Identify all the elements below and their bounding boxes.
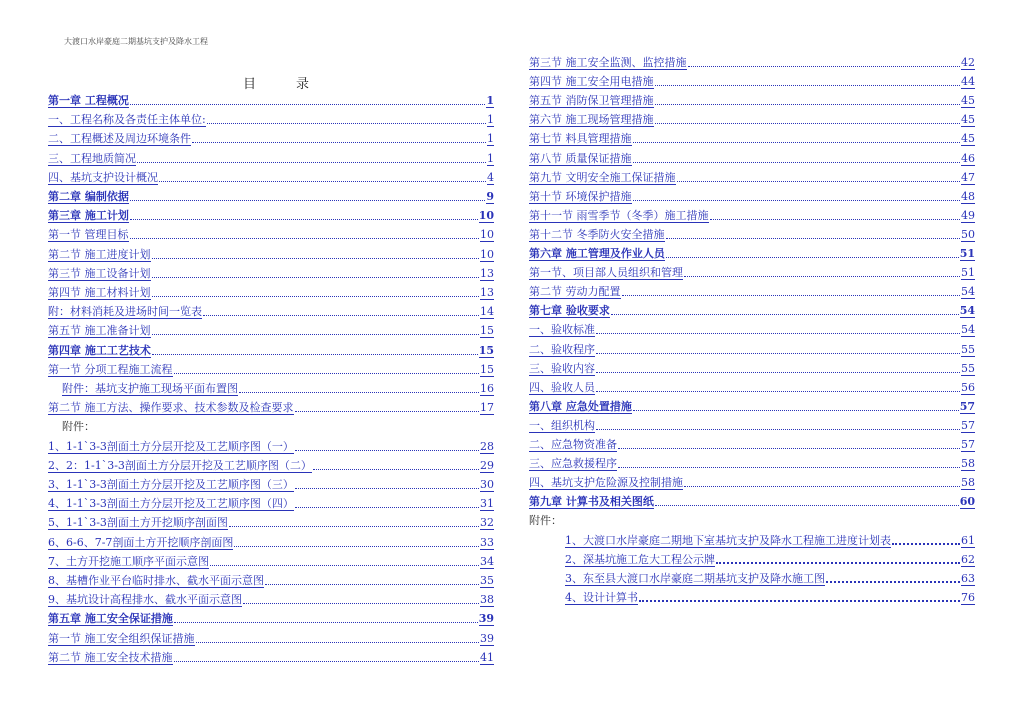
toc-entry-link[interactable] (529, 321, 975, 337)
dot-leader (152, 334, 480, 335)
toc-entry-link[interactable] (529, 474, 975, 490)
toc-entry-title: 二、应急物资准备 (529, 438, 617, 451)
dot-leader (265, 584, 479, 585)
toc-page-number: 30 (480, 478, 494, 491)
toc-page-number: 54 (961, 285, 975, 299)
toc-entry-title: 第三节 施工安全监测、监控措施 (529, 56, 687, 69)
dot-leader (655, 123, 961, 124)
dot-leader (666, 257, 959, 258)
toc-entry-link[interactable] (529, 379, 975, 395)
toc-entry-link[interactable] (529, 150, 975, 166)
toc-entry-link[interactable] (529, 264, 975, 280)
toc-page-number: 1 (487, 132, 494, 146)
toc-entry-title: 3、东至县大渡口水岸豪庭二期基坑支护及降水施工图 (565, 571, 825, 585)
toc-page-number: 51 (961, 266, 975, 280)
toc-entry-title: 第一节、项目部人员组织和管理 (529, 266, 683, 280)
toc-entry-title: 第二节 劳动力配置 (529, 285, 621, 299)
toc-chapter-link[interactable] (529, 493, 975, 509)
toc-chapter-link[interactable] (48, 92, 494, 108)
toc-page-number: 45 (961, 94, 975, 108)
toc-entry-title: 一、工程名称及各责任主体单位: (48, 113, 206, 127)
toc-page-number: 76 (961, 590, 975, 604)
dot-leader (892, 543, 960, 545)
dot-leader (130, 238, 480, 239)
toc-entry-title: 第十节 环境保护措施 (529, 189, 632, 203)
toc-entry-title: 第十一节 雨雪季节（冬季）施工措施 (529, 208, 709, 222)
toc-entry-link[interactable] (529, 207, 975, 223)
toc-entry-link[interactable] (48, 534, 494, 550)
dot-leader (234, 546, 479, 547)
toc-page-number: 42 (961, 56, 975, 69)
toc-entry-title: 6、6-6、7-7剖面土方开挖顺序剖面图 (48, 535, 234, 549)
toc-page-number: 17 (480, 401, 494, 415)
dot-leader (239, 392, 479, 393)
toc-page-number: 61 (961, 533, 975, 547)
toc-page-number: 29 (480, 458, 494, 472)
toc-entry-title: 第一节 施工安全组织保证措施 (48, 631, 195, 645)
toc-page-number: 16 (480, 382, 494, 395)
toc-entry-title: 8、基槽作业平台临时排水、截水平面示意图 (48, 574, 264, 587)
toc-page-number: 15 (478, 343, 494, 357)
toc-page-number: 55 (961, 361, 975, 375)
toc-chapter-link[interactable] (48, 610, 494, 626)
toc-entry-title: 一、组织机构 (529, 418, 595, 432)
dot-leader (655, 505, 959, 506)
dot-leader (618, 448, 960, 449)
toc-page-number: 44 (961, 75, 975, 89)
toc-entry-link[interactable] (529, 226, 975, 242)
toc-page-number: 45 (961, 132, 975, 146)
toc-entry-link[interactable] (48, 457, 494, 473)
toc-entry-title: 四、基坑支护危险源及控制措施 (529, 476, 683, 490)
dot-leader (622, 295, 961, 296)
toc-entry-title: 第四章 施工工艺技术 (48, 343, 151, 357)
dot-leader (210, 565, 479, 566)
toc-page-number: 58 (961, 476, 975, 490)
toc-entry-title: 第一节 管理目标 (48, 228, 129, 242)
dot-leader (295, 488, 479, 489)
toc-page-number: 57 (961, 418, 975, 432)
dot-leader (655, 104, 961, 105)
toc-page-number: 57 (959, 399, 975, 413)
toc-page-number: 58 (961, 457, 975, 471)
toc-entry-title: 三、验收内容 (529, 361, 595, 375)
toc-entry-title: 第五节 施工准备计划 (48, 324, 151, 338)
toc-entry-title: 附件：基坑支护施工现场平面布置图 (62, 382, 238, 395)
toc-chapter-link[interactable] (48, 342, 494, 358)
toc-page-number: 1 (487, 113, 494, 127)
toc-page-number: 13 (480, 286, 494, 299)
toc-entry-title: 第一章 工程概况 (48, 94, 129, 107)
toc-page-number: 14 (480, 305, 494, 319)
toc-entry-link[interactable] (529, 436, 975, 452)
toc-entry-link[interactable] (529, 417, 975, 433)
toc-entry-title: 四、验收人员 (529, 380, 595, 394)
toc-page-number: 47 (961, 170, 975, 184)
dot-leader (174, 661, 480, 662)
dot-leader (716, 562, 960, 564)
dot-leader (633, 410, 959, 411)
toc-page-number: 10 (480, 228, 494, 242)
toc-title: 目录 (243, 77, 350, 92)
toc-page-number: 57 (961, 438, 975, 451)
toc-page-number: 56 (961, 380, 975, 394)
dot-leader (174, 373, 480, 374)
dot-leader (159, 181, 486, 182)
toc-entry-link[interactable] (529, 188, 975, 204)
toc-chapter-link[interactable] (48, 188, 494, 204)
dot-leader (666, 238, 961, 239)
toc-entry-title: 二、验收程序 (529, 342, 595, 356)
toc-page-number: 45 (961, 113, 975, 127)
dot-leader (618, 467, 960, 468)
toc-entry-link[interactable] (48, 150, 494, 166)
dot-leader (633, 200, 961, 201)
toc-page-number: 31 (480, 497, 494, 511)
toc-page-number: 54 (959, 304, 975, 318)
dot-leader (313, 469, 479, 470)
toc-entry-link[interactable] (48, 572, 494, 588)
dot-leader (229, 526, 479, 527)
toc-entry-title: 第三节 施工设备计划 (48, 266, 151, 280)
dot-leader (130, 219, 478, 220)
dot-leader (174, 622, 478, 623)
toc-entry-title: 第四节 施工材料计划 (48, 286, 151, 299)
dot-leader (596, 391, 960, 392)
toc-page-number: 15 (480, 362, 494, 376)
toc-page-number: 63 (961, 571, 975, 585)
toc-page-number: 32 (480, 516, 494, 530)
toc-entry-link[interactable] (48, 265, 494, 281)
toc-entry-link[interactable] (529, 589, 975, 605)
toc-entry-link[interactable] (529, 92, 975, 108)
dot-leader (639, 600, 960, 602)
toc-entry-title: 第八章 应急处置措施 (529, 399, 632, 413)
toc-chapter-link[interactable] (529, 398, 975, 414)
dot-leader (655, 85, 961, 86)
toc-entry-link[interactable] (48, 591, 494, 607)
toc-page-number: 38 (480, 593, 494, 607)
toc-entry-link[interactable] (48, 649, 494, 665)
dot-leader (688, 66, 961, 67)
toc-entry-title: 3、1-1`3-3剖面土方分层开挖及工艺顺序图（三） (48, 478, 294, 491)
dot-leader (684, 276, 960, 277)
toc-entry-title: 第四节 施工安全用电措施 (529, 75, 654, 89)
toc-entry-title: 四、基坑支护设计概况 (48, 170, 158, 184)
toc-page-number: 41 (480, 650, 494, 664)
toc-label: 附件： (529, 514, 562, 528)
toc-page-number: 50 (961, 227, 975, 241)
toc-entry-title: 三、应急救援程序 (529, 457, 617, 471)
toc-entry-title: 5、1-1`3-3剖面土方开挖顺序剖面图 (48, 516, 228, 530)
toc-page-number: 54 (961, 323, 975, 337)
toc-entry-title: 第六章 施工管理及作业人员 (529, 247, 665, 260)
toc-entry-link[interactable] (529, 341, 975, 357)
dot-leader (596, 429, 960, 430)
dot-leader (152, 354, 478, 355)
dot-leader (596, 372, 960, 373)
dot-leader (295, 507, 479, 508)
toc-entry-link[interactable] (48, 303, 494, 319)
toc-entry-title: 第二节 施工安全技术措施 (48, 650, 173, 664)
toc-entry-link[interactable] (48, 495, 494, 511)
dot-leader (243, 603, 479, 604)
dot-leader (196, 642, 480, 643)
toc-entry-link[interactable] (48, 553, 494, 569)
toc-page-number: 62 (961, 552, 975, 566)
toc-entry-title: 1、大渡口水岸豪庭二期地下室基坑支护及降水工程施工进度计划表 (565, 533, 891, 547)
toc-page-number: 49 (961, 208, 975, 222)
toc-entry-link[interactable] (48, 111, 494, 127)
toc-page-number: 33 (480, 535, 494, 549)
toc-entry-title: 4、1-1`3-3剖面土方分层开挖及工艺顺序图（四） (48, 497, 294, 511)
toc-page-number: 4 (487, 170, 494, 184)
toc-entry-title: 第二节 施工进度计划 (48, 247, 151, 261)
toc-entry-link[interactable] (529, 551, 975, 567)
toc-page-number: 55 (961, 342, 975, 356)
toc-entry-link[interactable] (48, 514, 494, 530)
toc-entry-link[interactable] (48, 284, 494, 300)
toc-chapter-link[interactable] (48, 207, 494, 223)
toc-entry-title: 2、深基坑施工危大工程公示牌 (565, 552, 715, 566)
dot-leader (130, 200, 486, 201)
toc-entry-title: 第三章 施工计划 (48, 209, 129, 223)
toc-page-number: 1 (486, 94, 494, 107)
toc-entry-title: 附：材料消耗及进场时间一览表 (48, 305, 202, 319)
toc-entry-link[interactable] (529, 130, 975, 146)
dot-leader (152, 277, 480, 278)
toc-entry-link[interactable] (48, 630, 494, 646)
toc-entry-link[interactable] (529, 111, 975, 127)
toc-page-number: 34 (480, 554, 494, 568)
dot-leader (826, 581, 960, 583)
dot-leader (152, 296, 480, 297)
toc-entry-title: 第六节 施工现场管理措施 (529, 113, 654, 127)
toc-entry-title: 第九节 文明安全施工保证措施 (529, 170, 676, 184)
toc-page-number: 51 (959, 247, 975, 260)
dot-leader (710, 219, 961, 220)
toc-entry-title: 4、设计计算书 (565, 590, 638, 604)
toc-chapter-link[interactable] (529, 245, 975, 261)
toc-entry-link[interactable] (48, 380, 494, 396)
toc-entry-link[interactable] (529, 532, 975, 548)
toc-entry-title: 第八节 质量保证措施 (529, 151, 632, 165)
page-header: 大渡口水岸豪庭二期基坑支护及降水工程 (64, 37, 208, 46)
toc-entry-title: 第七节 料具管理措施 (529, 132, 632, 146)
toc-entry-link[interactable] (48, 130, 494, 146)
dot-leader (295, 450, 479, 451)
toc-entry-link[interactable] (529, 360, 975, 376)
toc-entry-title: 7、土方开挖施工顺序平面示意图 (48, 554, 209, 568)
toc-page-number: 28 (480, 439, 494, 453)
toc-chapter-link[interactable] (529, 302, 975, 318)
toc-entry-link[interactable] (48, 361, 494, 377)
dot-leader (611, 314, 959, 315)
dot-leader (192, 142, 486, 143)
toc-entry-link[interactable] (529, 73, 975, 89)
toc-entry-title: 第九章 计算书及相关图纸 (529, 495, 654, 509)
toc-entry-title: 1、1-1`3-3剖面土方分层开挖及工艺顺序图（一） (48, 439, 294, 453)
toc-entry-link[interactable] (529, 455, 975, 471)
toc-entry-link[interactable] (48, 169, 494, 185)
dot-leader (596, 333, 960, 334)
dot-leader (596, 353, 960, 354)
toc-entry-title: 9、基坑设计高程排水、截水平面示意图 (48, 593, 242, 607)
toc-page-number: 13 (480, 266, 494, 280)
toc-entry-title: 2、2：1-1`3-3剖面土方分层开挖及工艺顺序图（二） (48, 458, 312, 472)
toc-entry-title: 第七章 验收要求 (529, 304, 610, 318)
dot-leader (207, 123, 486, 124)
dot-leader (137, 162, 486, 163)
toc-page-number: 35 (480, 574, 494, 587)
toc-page-number: 10 (478, 209, 494, 223)
toc-entry-link[interactable] (529, 570, 975, 586)
toc-label: 附件： (62, 420, 95, 434)
toc-entry-link[interactable] (48, 322, 494, 338)
dot-leader (130, 104, 486, 105)
toc-entry-title: 第二节 施工方法、操作要求、技术参数及检查要求 (48, 401, 294, 415)
toc-page-number: 39 (480, 631, 494, 645)
toc-entry-title: 第五节 消防保卫管理措施 (529, 94, 654, 108)
toc-entry-link[interactable] (529, 169, 975, 185)
toc-entry-title: 第十二节 冬季防火安全措施 (529, 227, 665, 241)
toc-page-number: 10 (480, 247, 494, 261)
dot-leader (633, 162, 961, 163)
toc-entry-title: 第一节 分项工程施工流程 (48, 362, 173, 376)
dot-leader (295, 411, 480, 412)
toc-entry-link[interactable] (48, 476, 494, 492)
toc-entry-title: 第五章 施工安全保证措施 (48, 612, 173, 626)
toc-entry-link[interactable] (529, 283, 975, 299)
toc-entry-title: 三、工程地质简况 (48, 151, 136, 165)
dot-leader (633, 142, 961, 143)
toc-page-number: 9 (486, 190, 494, 203)
toc-entry-link[interactable] (48, 438, 494, 454)
toc-entry-link[interactable] (48, 246, 494, 262)
toc-entry-link[interactable] (529, 54, 975, 70)
toc-entry-link[interactable] (48, 226, 494, 242)
dot-leader (684, 486, 960, 487)
toc-page-number: 1 (487, 151, 494, 165)
toc-page-number: 15 (480, 324, 494, 338)
toc-entry-title: 一、验收标准 (529, 323, 595, 337)
toc-entry-title: 第二章 编制依据 (48, 190, 129, 203)
toc-page-number: 46 (961, 151, 975, 165)
toc-page-number: 60 (959, 495, 975, 509)
dot-leader (677, 181, 961, 182)
toc-page-number: 48 (961, 189, 975, 203)
toc-entry-title: 二、工程概述及周边环境条件 (48, 132, 191, 146)
toc-entry-link[interactable] (48, 399, 494, 415)
dot-leader (203, 315, 479, 316)
dot-leader (152, 258, 480, 259)
toc-page-number: 39 (478, 612, 494, 626)
